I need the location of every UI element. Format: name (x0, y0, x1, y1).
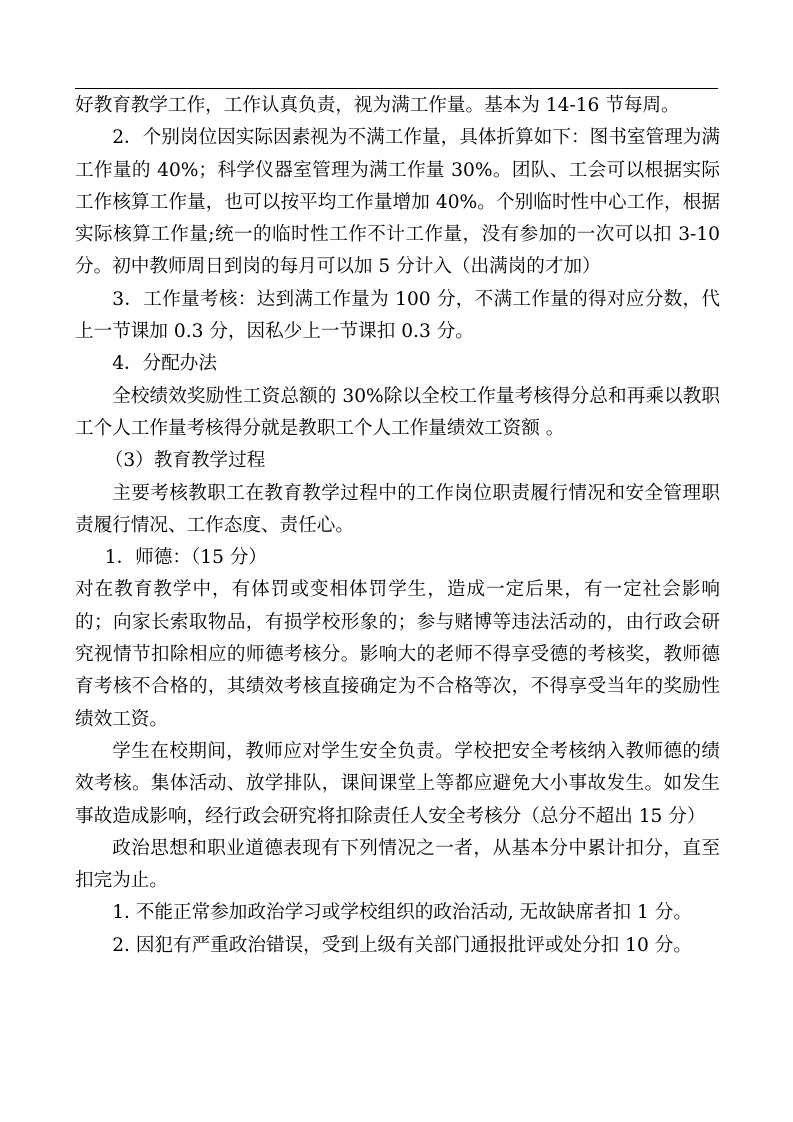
paragraph-workload-assessment: 3．工作量考核：达到满工作量为 100 分，不满工作量的得对应分数，代上一节课加 0.3 分，因私少上一节课扣 0.3 分。 (75, 288, 720, 343)
list-item-deduction-1: 1. 不能正常参加政治学习或学校组织的政治活动, 无故缺席者扣 1 分。 (112, 902, 692, 924)
paragraph-workload-full: 好教育教学工作，工作认真负责，视为满工作量。基本为 14-16 节每周。 (75, 95, 680, 116)
heading-teacher-ethics: 1．师德：（15 分） (104, 547, 268, 569)
header-rule (75, 88, 718, 89)
paragraph-political-deductions: 政治思想和职业道德表现有下列情况之一者，从基本分中累计扣分，直至扣完为止。 (75, 837, 720, 892)
paragraph-teaching-process-desc: 主要考核教职工在教育教学过程中的工作岗位职责履行情况和安全管理职责履行情况、工作态度、责任心。 (75, 482, 720, 536)
paragraph-distribution-formula: 全校绩效奖励性工资总额的 30%除以全校工作量考核得分总和再乘以教职工个人工作量考核得分就是教职工个人工作量绩效工资额 。 (75, 385, 720, 439)
heading-distribution-method: 4．分配办法 (112, 353, 217, 375)
paragraph-ethics-violations: 对在教育教学中，有体罚或变相体罚学生，造成一定后果，有一定社会影响的；向家长索取物品，有损学校形象的；参与赌博等违法活动的，由行政会研究视情节扣除相应的师德考核分。影响大的老师不得享受德的考核奖，教师德育考核不合格的，其绩效考核直接确定为不合格等次，不得享受当年的奖励性绩效工资。 (75, 579, 720, 730)
document-body (75, 90, 720, 962)
paragraph-partial-workload: 2．个别岗位因实际因素视为不满工作量，具体折算如下：图书室管理为满工作量的 40%；科学仪器室管理为满工作量 30%。团队、工会可以根据实际工作核算工作量，也可以按平均工作量增加 40%。个别临时性中心工作，根据实际核算工作量;统一的临时性工作不计工作量，没有参加的一次可以扣 3-10 分。初中教师周日到岗的每月可以加 5 分计入（出满岗的才加） (75, 127, 720, 278)
paragraph-student-safety: 学生在校期间，教师应对学生安全负责。学校把安全考核纳入教师德的绩效考核。集体活动、放学排队，课间课堂上等都应避免大小事故发生。如发生事故造成影响，经行政会研究将扣除责任人安全考核分（总分不超出 15 分） (75, 740, 720, 827)
list-item-deduction-2: 2. 因犯有严重政治错误，受到上级有关部门通报批评或处分扣 10 分。 (112, 934, 692, 956)
heading-teaching-process: （3）教育教学过程 (104, 450, 266, 472)
